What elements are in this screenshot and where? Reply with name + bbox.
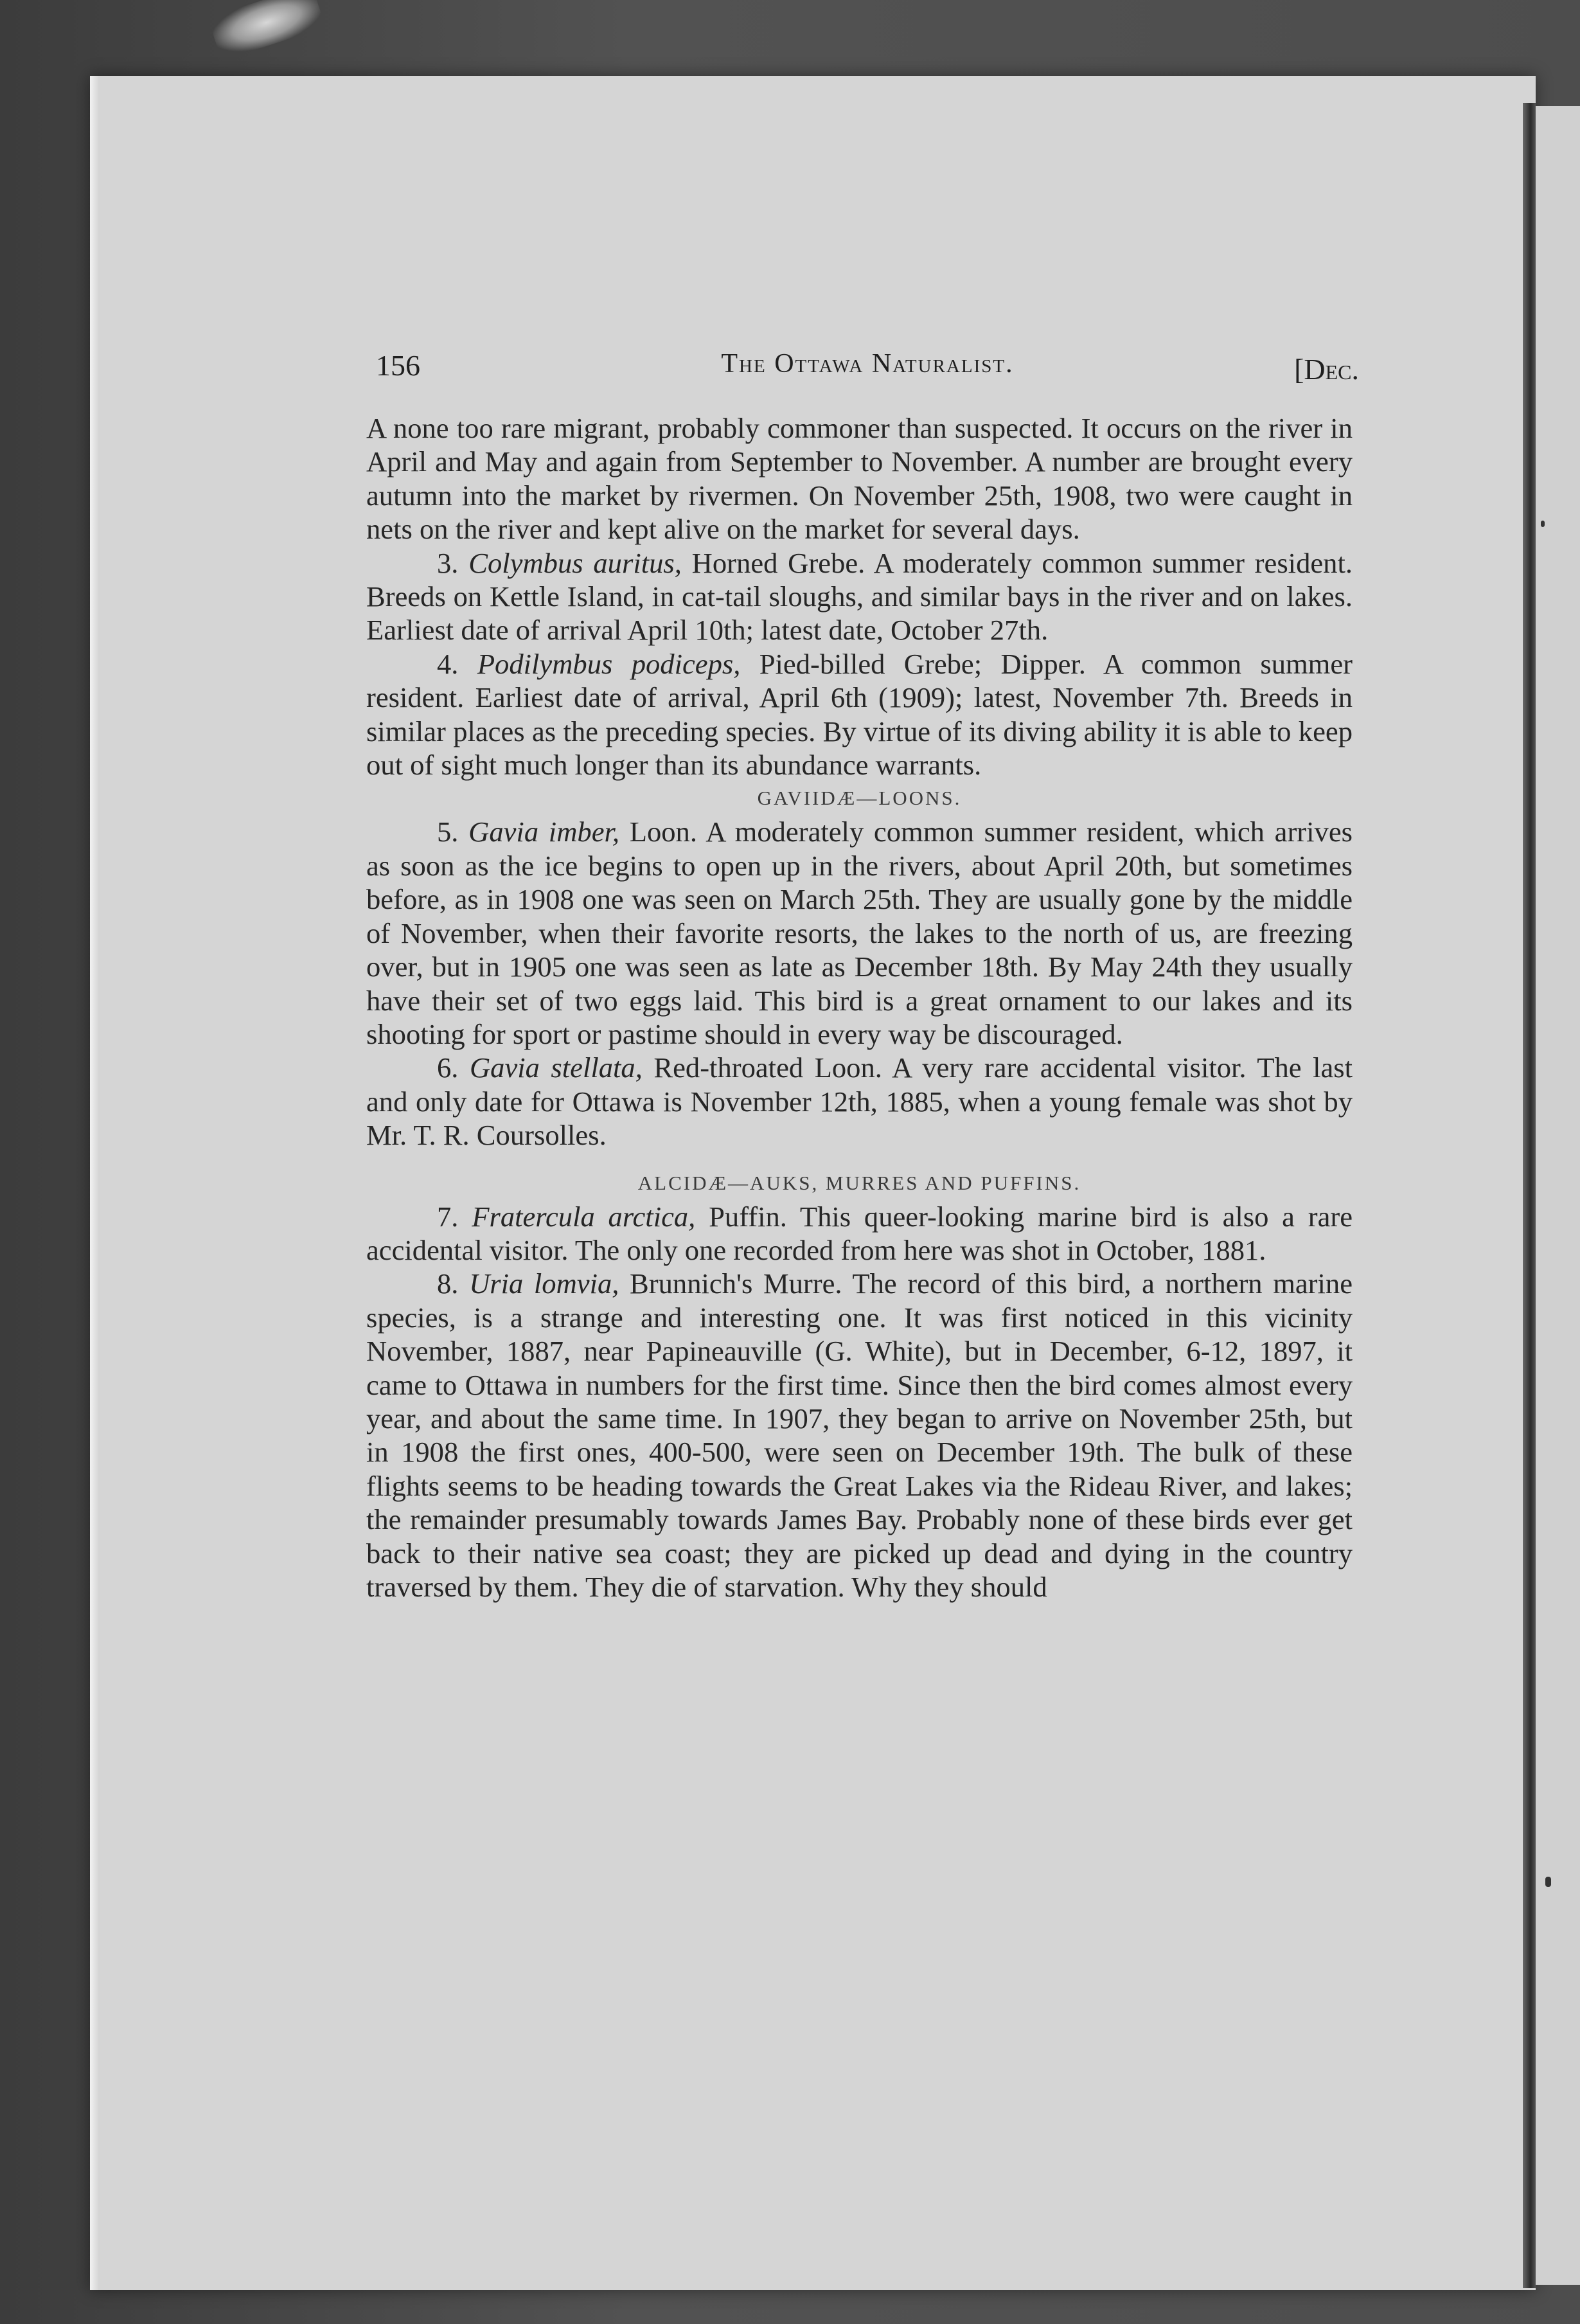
entry-text: Loon. A moderately common summer resident, which arrives as soon as the ice begins to open up in the rivers, about April 20th, but sometimes before, as in 1908 one was seen on March 25th. They are usually gone by the middle of November, when their favorite resorts, the lakes to the north of us, are freezing over, but in 1905 one was seen as late as December 18th. By May 24th they usually have their set of two eggs laid. This bird is a great ornament to our lakes and its shooting for sport or pastime should in every way be discouraged. [366,816,1353,1050]
latin-name: Uria lomvia, [469,1267,619,1300]
body-text [366,411,1353,1604]
entry-text: Red-throated Loon. A very rare accidental visitor. The last and only date for Ottawa is November 12th, 1885, when a young female was shot by Mr. T. R. Coursolles. [366,1051,1353,1152]
entry-text: Brunnich's Murre. The record of this bird, a northern marine species, is a strange and interesting one. It was first noticed in this vicinity November, 1887, near Papineauville (G. White), but in December, 6-12, 1897, it came to Ottawa in numbers for the first time. Since then the bird comes almost every year, and about the same time. In 1907, they began to arrive on November 25th, but in 1908 the first ones, 400-500, were seen on December 19th. The bulk of these flights seems to be heading towards the Great Lakes via the Rideau River, and lakes; the remainder presumably towards James Bay. Probably none of these birds ever get back to their native sea coast; they are picked up dead and dying in the country traversed by them. They die of starvation. Why they should [366,1267,1353,1603]
species-entry [366,1200,1353,1267]
entry-number: 5. [437,816,459,848]
running-title: The Ottawa Naturalist. [721,349,1014,379]
latin-name: Gavia stellata, [469,1051,643,1084]
section-mark: [Dec. [1294,353,1359,386]
latin-name: Colymbus auritus, [468,546,682,579]
family-heading: ALCIDÆ—AUKS, MURRES AND PUFFINS. [637,1171,1081,1194]
page-edge [90,76,99,2290]
entry-number: 6. [437,1051,459,1084]
entry-text: Pied-billed Grebe; Dipper. A common summer resident. Earliest date of arrival, April 6th (1909); latest, November 7th. Breeds in similar places as the preceding species. By virtue of its diving ability it is able to keep out of sight much longer than its abundance warrants. [366,647,1353,782]
page-number: 156 [376,349,420,382]
species-entry [366,815,1353,1051]
species-entry [366,1267,1353,1604]
entry-text: Puffin. This queer-looking marine bird is also a rare accidental visitor. The only one recorded from here was shot in October, 1881. [366,1200,1353,1266]
page-header [376,348,1359,393]
species-entry [366,1051,1353,1152]
entry-number: 4. [437,647,459,680]
ink-spot [1541,521,1545,527]
species-entry [366,647,1353,782]
entry-number: 7. [437,1200,459,1233]
entry-text: Horned Grebe. A moderately common summer resident. Breeds on Kettle Island, in cat-tail sloughs, and similar bays in the river and on lakes. Earliest date of arrival April 10th; latest date, October 27th. [366,546,1353,647]
ink-spot [1545,1877,1551,1887]
entry-number: 3. [437,546,459,579]
facing-page-edge [1536,106,1580,2285]
latin-name: Gavia imber, [468,816,620,848]
species-entry [366,546,1353,647]
latin-name: Fratercula arctica, [472,1200,696,1233]
entry-number: 8. [437,1267,459,1300]
family-heading: GAVIIDÆ—LOONS. [757,787,962,810]
latin-name: Podilymbus podiceps, [477,647,741,680]
paragraph: A none too rare migrant, probably commoner than suspected. It occurs on the river in April and May and again from September to November. A number are brought every autumn into the market by rivermen. On November 25th, 1908, two were caught in nets on the river and kept alive on the market for several days. [366,412,1353,546]
book-gutter [1523,103,1536,2288]
